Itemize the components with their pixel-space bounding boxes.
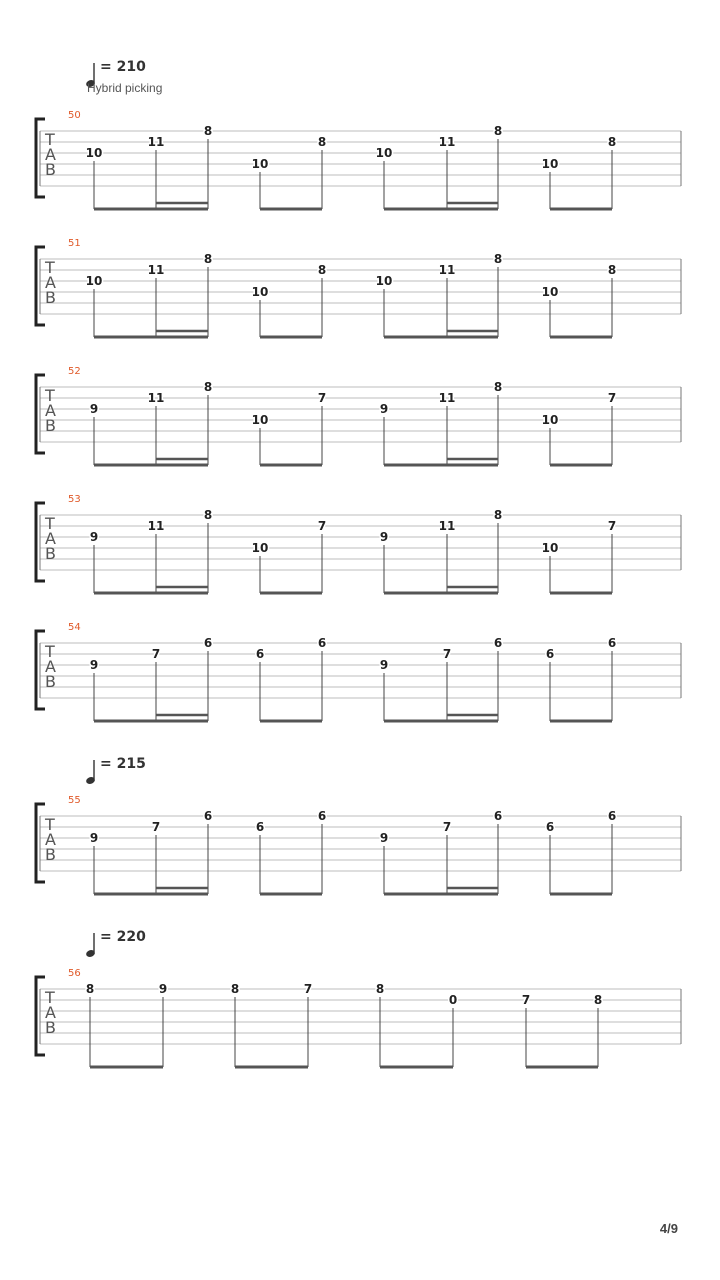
fret-number: 8 xyxy=(607,135,617,149)
tab-clef-letter: B xyxy=(45,1018,56,1037)
fret-number: 7 xyxy=(303,982,313,996)
fret-number: 10 xyxy=(85,146,103,160)
tab-clef-letter: B xyxy=(45,288,56,307)
fret-number: 8 xyxy=(493,252,503,266)
tab-clef-letter: T xyxy=(45,815,55,834)
fret-number: 8 xyxy=(317,263,327,277)
fret-number: 7 xyxy=(607,519,617,533)
technique-label: Hybrid picking xyxy=(87,81,163,95)
fret-number: 10 xyxy=(251,413,269,427)
tempo-value: = 210 xyxy=(100,59,146,75)
tempo-value: = 215 xyxy=(100,756,146,772)
fret-number: 6 xyxy=(203,636,213,650)
tab-clef-letter: T xyxy=(45,130,55,149)
fret-number: 8 xyxy=(607,263,617,277)
fret-number: 7 xyxy=(521,993,531,1007)
tab-system xyxy=(36,238,681,337)
fret-number: 9 xyxy=(379,402,389,416)
tempo-value: = 220 xyxy=(100,929,146,945)
fret-number: 9 xyxy=(89,831,99,845)
tab-clef-letter: A xyxy=(45,1003,56,1022)
fret-number: 7 xyxy=(442,820,452,834)
fret-number: 8 xyxy=(85,982,95,996)
tab-system xyxy=(36,795,681,894)
measure-number: 54 xyxy=(68,622,81,633)
fret-number: 11 xyxy=(438,263,456,277)
fret-number: 8 xyxy=(493,508,503,522)
tab-system xyxy=(36,110,681,209)
fret-number: 6 xyxy=(607,809,617,823)
fret-number: 8 xyxy=(203,124,213,138)
fret-number: 8 xyxy=(203,508,213,522)
fret-number: 8 xyxy=(493,380,503,394)
tab-system xyxy=(36,366,681,465)
fret-number: 7 xyxy=(317,519,327,533)
tab-clef-letter: A xyxy=(45,145,56,164)
tab-clef-letter: B xyxy=(45,845,56,864)
fret-number: 10 xyxy=(375,274,393,288)
fret-number: 8 xyxy=(203,380,213,394)
fret-number: 10 xyxy=(375,146,393,160)
fret-number: 7 xyxy=(151,647,161,661)
fret-number: 10 xyxy=(85,274,103,288)
fret-number: 9 xyxy=(89,658,99,672)
fret-number: 9 xyxy=(89,530,99,544)
fret-number: 10 xyxy=(541,413,559,427)
measure-number: 50 xyxy=(68,110,81,121)
tab-clef-letter: T xyxy=(45,258,55,277)
tab-clef-letter: B xyxy=(45,416,56,435)
tab-system xyxy=(36,494,681,593)
tab-system xyxy=(36,968,681,1067)
fret-number: 8 xyxy=(493,124,503,138)
fret-number: 10 xyxy=(251,285,269,299)
tab-clef-letter: A xyxy=(45,657,56,676)
tab-clef-letter: A xyxy=(45,830,56,849)
fret-number: 7 xyxy=(607,391,617,405)
measure-number: 52 xyxy=(68,366,81,377)
fret-number: 9 xyxy=(379,530,389,544)
page-number: 4/9 xyxy=(659,1221,678,1236)
fret-number: 6 xyxy=(545,647,555,661)
fret-number: 10 xyxy=(541,541,559,555)
tab-clef-letter: B xyxy=(45,672,56,691)
fret-number: 7 xyxy=(442,647,452,661)
fret-number: 8 xyxy=(317,135,327,149)
fret-number: 7 xyxy=(151,820,161,834)
tab-clef-letter: T xyxy=(45,386,55,405)
measure-number: 55 xyxy=(68,795,81,806)
tab-clef-letter: T xyxy=(45,514,55,533)
tab-clef-letter: A xyxy=(45,273,56,292)
fret-number: 10 xyxy=(541,157,559,171)
fret-number: 6 xyxy=(255,647,265,661)
fret-number: 8 xyxy=(230,982,240,996)
tab-clef-letter: A xyxy=(45,529,56,548)
fret-number: 6 xyxy=(255,820,265,834)
fret-number: 10 xyxy=(251,541,269,555)
tab-system xyxy=(36,622,681,721)
fret-number: 9 xyxy=(379,658,389,672)
fret-number: 10 xyxy=(541,285,559,299)
fret-number: 7 xyxy=(317,391,327,405)
fret-number: 6 xyxy=(545,820,555,834)
fret-number: 6 xyxy=(317,636,327,650)
fret-number: 9 xyxy=(158,982,168,996)
fret-number: 9 xyxy=(89,402,99,416)
fret-number: 10 xyxy=(251,157,269,171)
fret-number: 11 xyxy=(438,135,456,149)
measure-number: 53 xyxy=(68,494,81,505)
fret-number: 8 xyxy=(593,993,603,1007)
fret-number: 6 xyxy=(493,636,503,650)
fret-number: 6 xyxy=(317,809,327,823)
fret-number: 11 xyxy=(147,519,165,533)
fret-number: 11 xyxy=(147,391,165,405)
measure-number: 56 xyxy=(68,968,81,979)
fret-number: 6 xyxy=(607,636,617,650)
fret-number: 11 xyxy=(438,391,456,405)
fret-number: 11 xyxy=(147,135,165,149)
measure-number: 51 xyxy=(68,238,81,249)
fret-number: 6 xyxy=(493,809,503,823)
tab-clef-letter: T xyxy=(45,988,55,1007)
fret-number: 9 xyxy=(379,831,389,845)
tab-clef-letter: A xyxy=(45,401,56,420)
tab-clef-letter: B xyxy=(45,160,56,179)
fret-number: 8 xyxy=(203,252,213,266)
tab-clef-letter: T xyxy=(45,642,55,661)
fret-number: 11 xyxy=(438,519,456,533)
tab-clef-letter: B xyxy=(45,544,56,563)
fret-number: 6 xyxy=(203,809,213,823)
fret-number: 0 xyxy=(448,993,458,1007)
fret-number: 8 xyxy=(375,982,385,996)
fret-number: 11 xyxy=(147,263,165,277)
